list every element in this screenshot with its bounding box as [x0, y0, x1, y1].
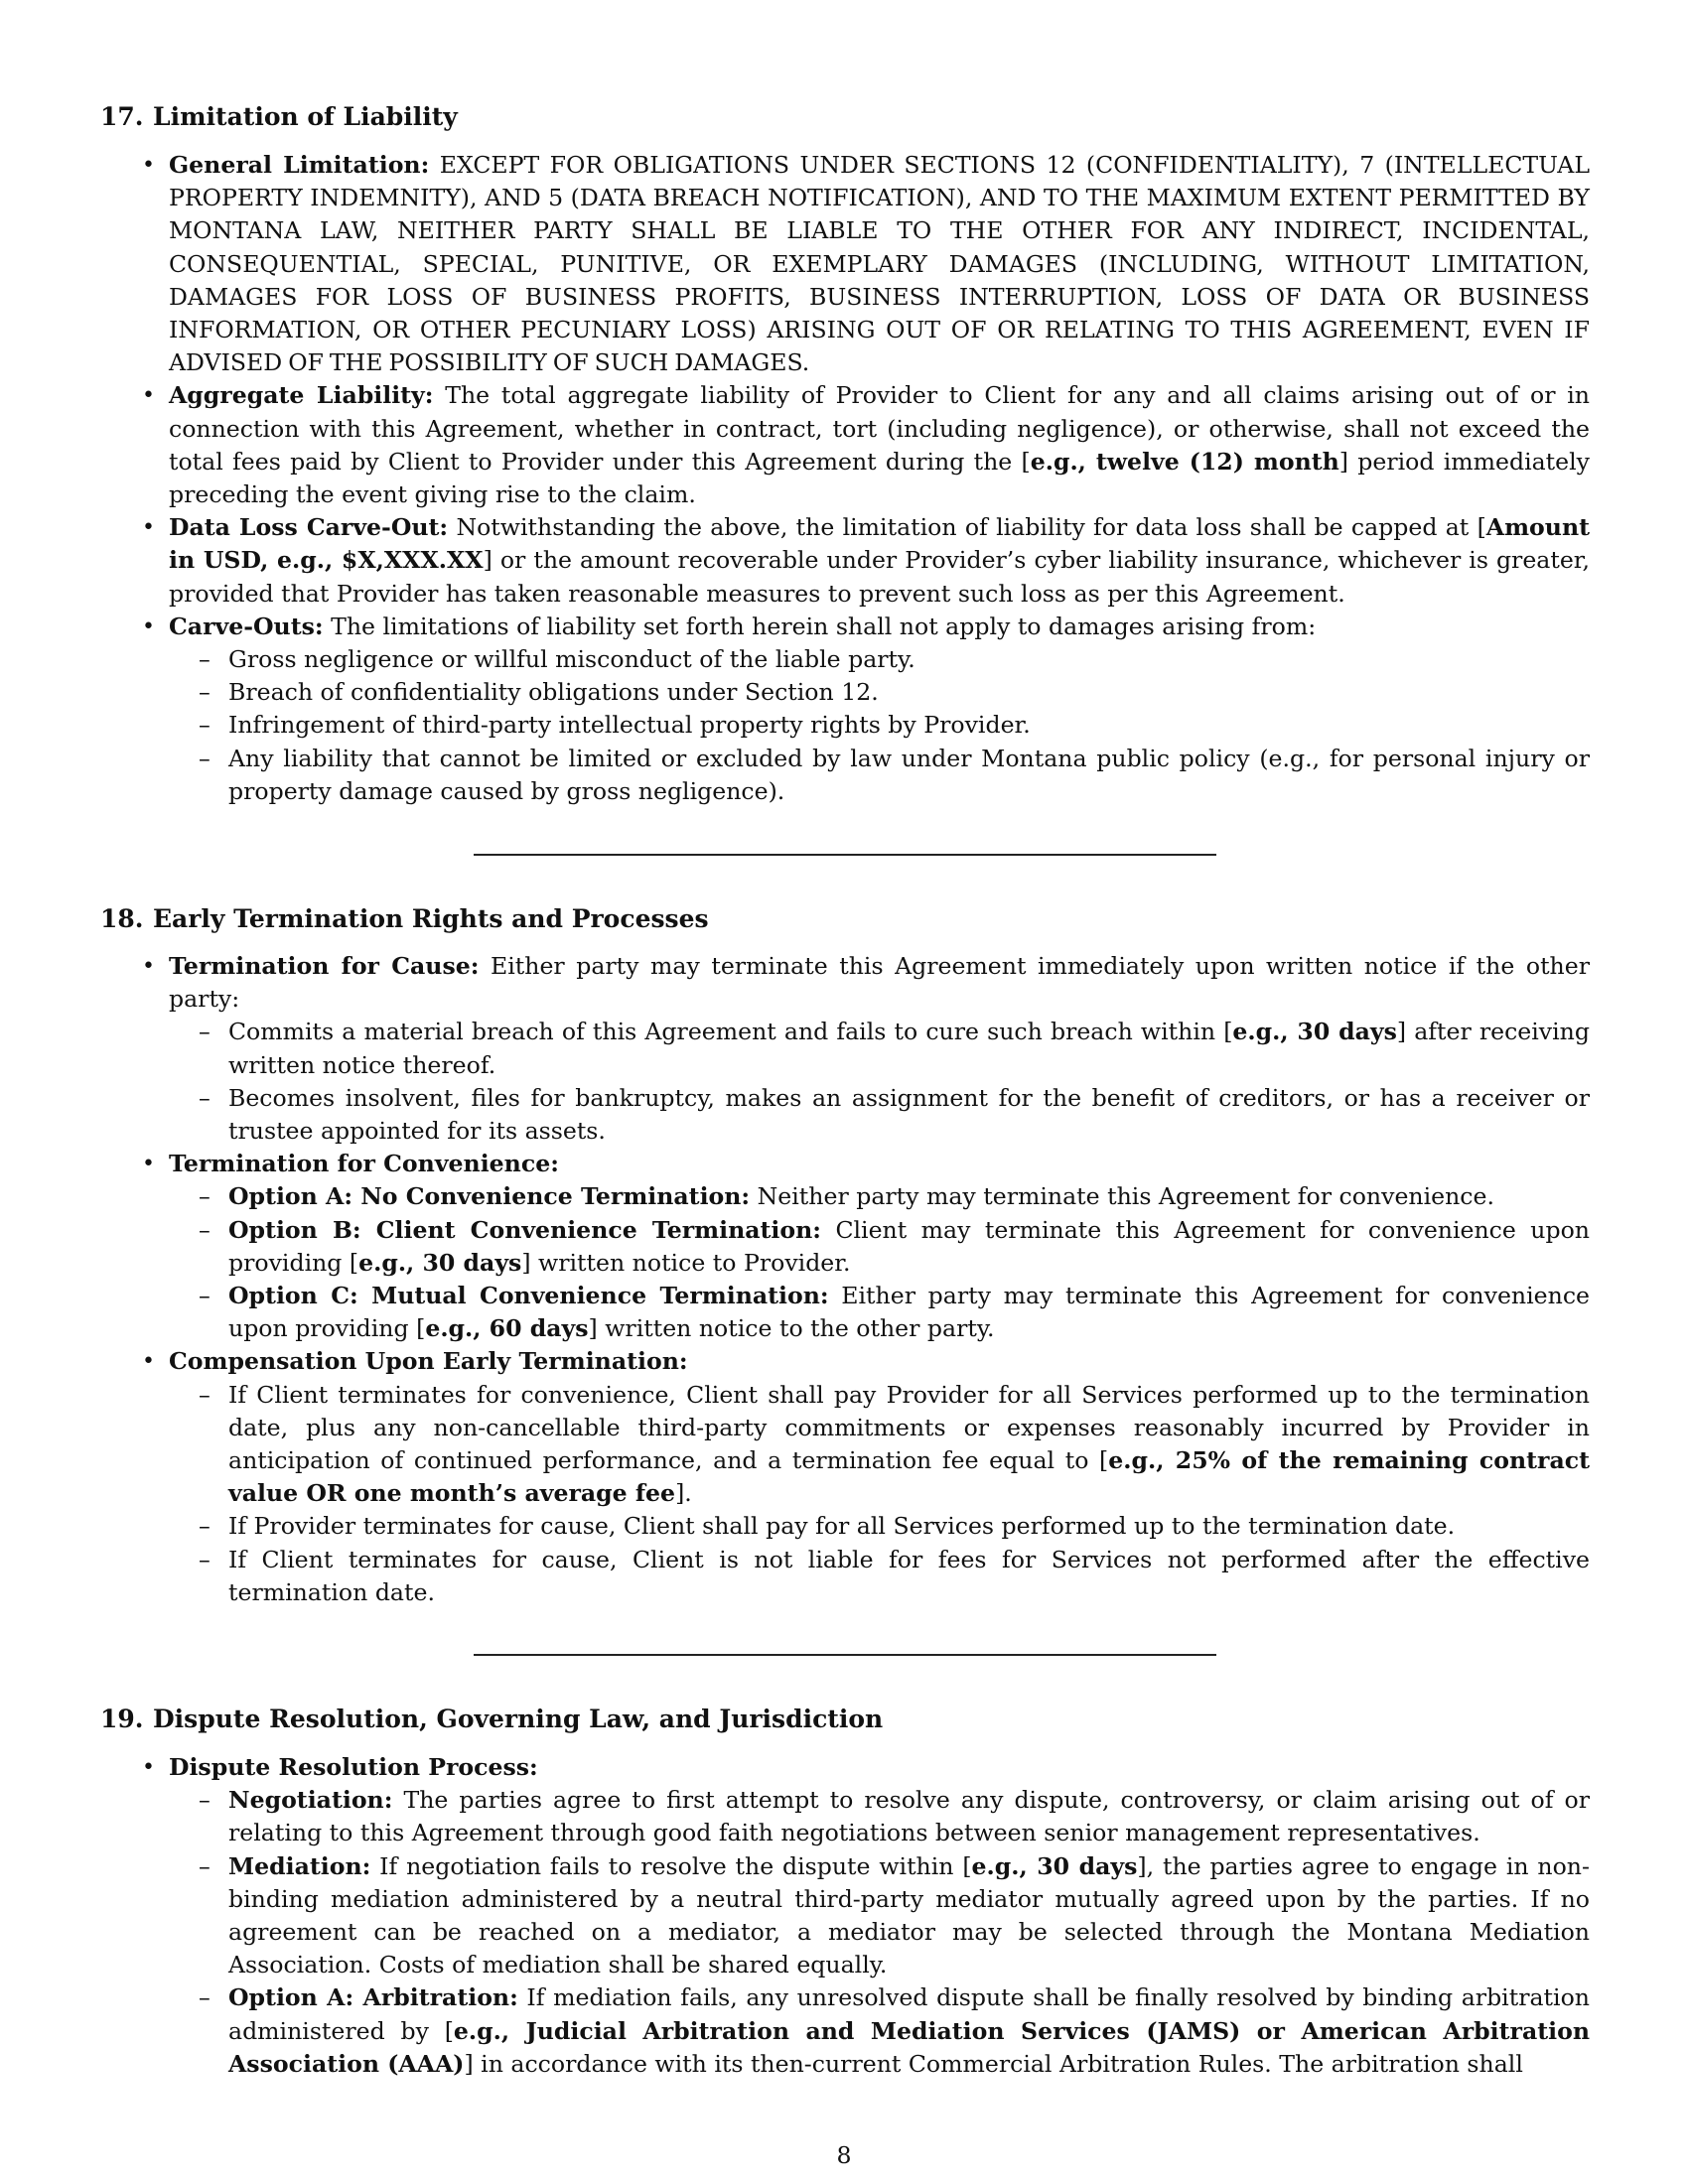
item-label: Carve-Outs:: [169, 612, 324, 640]
sub-list-item: – If Client terminates for cause, Client is not liable for fees for Services not performed after the effective termination date.: [228, 1544, 1590, 1609]
sub-list-item: – Option C: Mutual Convenience Termination: Either party may terminate this Agreement for convenience upon providing [e.g., 60 days] written notice to the other party.: [228, 1280, 1590, 1345]
section-19-list: [0, 1751, 1688, 2081]
section-19-heading: [100, 1703, 1590, 1735]
section-divider: [474, 854, 1216, 856]
sub-list-item: – Option B: Client Convenience Termination: Client may terminate this Agreement for convenience upon providing [e.g., 30 days] written notice to Provider.: [228, 1214, 1590, 1280]
sub-list-item: – If Client terminates for convenience, Client shall pay Provider for all Services performed up to the termination date, plus any non-cancellable third-party commitments or expenses reasonably incurred by Provider in anticipation of continued performance, and a termination fee equal to [e.g., 25% of the remaining contract value OR one month’s average fee].: [228, 1379, 1590, 1511]
section-18-heading: [100, 902, 1590, 935]
item-label: General Limitation:: [169, 151, 430, 179]
section-number: 19.: [100, 1705, 144, 1733]
item-label: Termination for Cause:: [169, 952, 480, 980]
list-item: • General Limitation: EXCEPT FOR OBLIGATIONS UNDER SECTIONS 12 (CONFIDENTIALITY), 7 (INTELLECTUAL PROPERTY INDEMNITY), AND 5 (DATA BREACH NOTIFICATION), AND TO THE MAXIMUM EXTENT PERMITTED BY MONTANA LAW, NEITHER PARTY SHALL BE LIABLE TO THE OTHER FOR ANY INDIRECT, INCIDENTAL, CONSEQUENTIAL, SPECIAL, PUNITIVE, OR EXEMPLARY DAMAGES (INCLUDING, WITHOUT LIMITATION, DAMAGES FOR LOSS OF BUSINESS PROFITS, BUSINESS INTERRUPTION, LOSS OF DATA OR BUSINESS INFORMATION, OR OTHER PECUNIARY LOSS) ARISING OUT OF OR RELATING TO THIS AGREEMENT, EVEN IF ADVISED OF THE POSSIBILITY OF SUCH DAMAGES.: [169, 149, 1590, 379]
item-label: Compensation Upon Early Termination:: [169, 1347, 688, 1376]
item-label: Option C: Mutual Convenience Termination:: [228, 1282, 829, 1310]
item-label: Termination for Convenience:: [169, 1150, 559, 1178]
section-title: Limitation of Liability: [153, 102, 458, 131]
sub-list-item: – Gross negligence or willful misconduct of the liable party.: [228, 643, 1590, 676]
sub-list-item: – If Provider terminates for cause, Client shall pay for all Services performed up to the termination date.: [228, 1510, 1590, 1543]
item-label: Mediation:: [228, 1851, 371, 1880]
sub-list-item: – Becomes insolvent, files for bankruptcy, makes an assignment for the benefit of creditors, or has a receiver or trustee appointed for its assets.: [228, 1082, 1590, 1148]
item-label: Data Loss Carve-Out:: [169, 513, 449, 542]
list-item: • Aggregate Liability: The total aggregate liability of Provider to Client for any and all claims arising out of or in connection with this Agreement, whether in contract, tort (including negligence), or otherwise, shall not exceed the total fees paid by Client to Provider under this Agreement during the [e.g., twelve (12) month] period immediately preceding the event giving rise to the claim.: [169, 379, 1590, 511]
sub-list-item: – Mediation: If negotiation fails to resolve the dispute within [e.g., 30 days], the parties agree to engage in non-binding mediation administered by a neutral third-party mediator mutually agreed upon by the parties. If no agreement can be reached on a mediator, a mediator may be selected through the Montana Mediation Association. Costs of mediation shall be shared equally.: [228, 1850, 1590, 1982]
sub-list-item: – Option A: Arbitration: If mediation fails, any unresolved dispute shall be finally resolved by binding arbitration administered by [e.g., Judicial Arbitration and Mediation Services (JAMS) or American Arbitration Association (AAA)] in accordance with its then-current Commercial Arbitration Rules. The arbitration shall: [228, 1981, 1590, 2081]
sub-list-item: – Any liability that cannot be limited or excluded by law under Montana public policy (e.g., for personal injury or property damage caused by gross negligence).: [228, 743, 1590, 808]
section-title: Early Termination Rights and Processes: [153, 904, 709, 933]
section-17-list: [0, 149, 1688, 808]
list-item: • Data Loss Carve-Out: Notwithstanding the above, the limitation of liability for data loss shall be capped at [Amount in USD, e.g., $X,XXX.XX] or the amount recoverable under Provider’s cyber liability insurance, whichever is greater, provided that Provider has taken reasonable measures to prevent such loss as per this Agreement.: [169, 511, 1590, 611]
section-18-list: [0, 950, 1688, 1609]
section-divider: [474, 1654, 1216, 1656]
item-label: Negotiation:: [228, 1786, 393, 1815]
item-label: Option B: Client Convenience Termination:: [228, 1215, 821, 1244]
list-item: [169, 1148, 1590, 1180]
page-number: 8: [836, 2141, 852, 2169]
item-label: Aggregate Liability:: [169, 381, 434, 410]
list-item: [169, 1345, 1590, 1378]
sub-list-item: – Commits a material breach of this Agreement and fails to cure such breach within [e.g., 30 days] after receiving written notice thereof.: [228, 1016, 1590, 1081]
sub-list-item: – Breach of confidentiality obligations under Section 12.: [228, 676, 1590, 709]
list-item: [169, 1751, 1590, 1784]
item-label: Option A: No Convenience Termination:: [228, 1182, 751, 1211]
list-item: • Termination for Cause: Either party may terminate this Agreement immediately upon written notice if the other party:: [169, 950, 1590, 1016]
sub-list-item: – Option A: No Convenience Termination: Neither party may terminate this Agreement for convenience.: [228, 1180, 1590, 1213]
list-item: • Carve-Outs: The limitations of liability set forth herein shall not apply to damages arising from:: [169, 611, 1590, 643]
sub-list-item: – Infringement of third-party intellectual property rights by Provider.: [228, 709, 1590, 742]
section-number: 18.: [100, 904, 144, 933]
item-label: Dispute Resolution Process:: [169, 1753, 538, 1781]
sub-list-item: – Negotiation: The parties agree to first attempt to resolve any dispute, controversy, or claim arising out of or relating to this Agreement through good faith negotiations between senior management representatives.: [228, 1784, 1590, 1849]
section-number: 17.: [100, 102, 144, 131]
section-title: Dispute Resolution, Governing Law, and Jurisdiction: [153, 1705, 884, 1733]
section-17-heading: [100, 100, 1590, 133]
item-label: Option A: Arbitration:: [228, 1983, 518, 2012]
